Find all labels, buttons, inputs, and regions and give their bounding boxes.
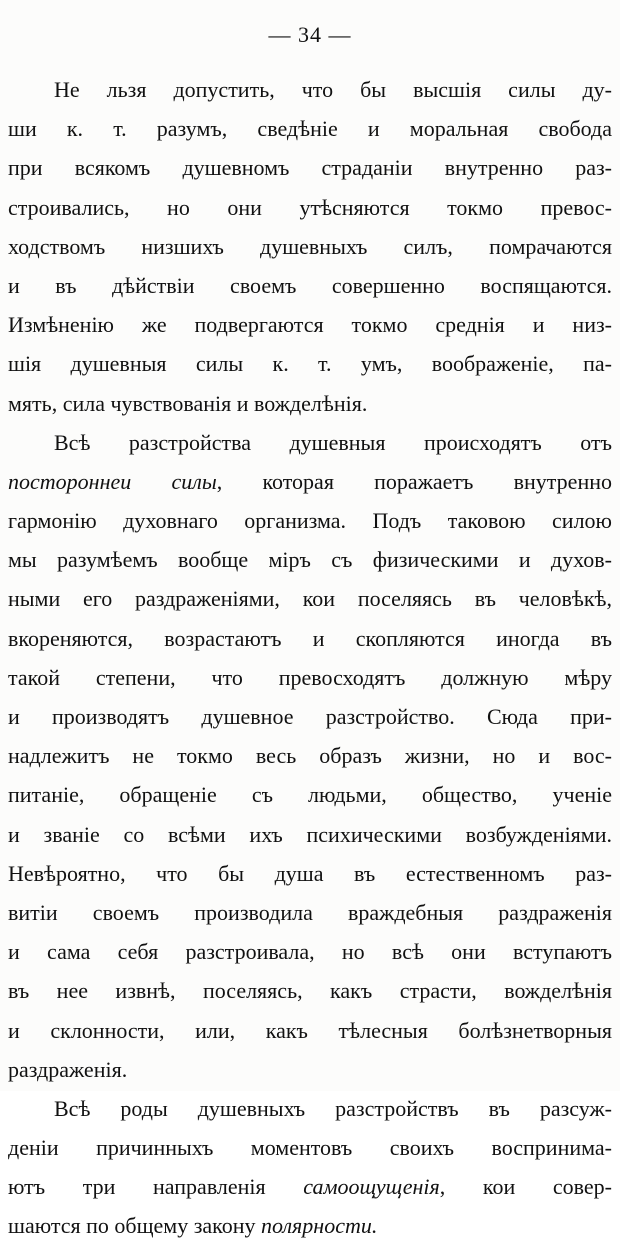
text-line: питаніе, обращеніе съ людьми, общество, ученіе — [8, 782, 612, 808]
text-run: , которая поражаетъ внутренно — [216, 468, 612, 494]
text-line: и въ дѣйствіи своемъ совершенно воспящаются. — [8, 272, 612, 298]
text-line-with-italic — [8, 1206, 612, 1245]
text-line: Измѣненію же подвергаются токмо среднія и низ- — [8, 312, 612, 338]
text-line: Невѣроятно, что бы душа въ естественномъ раз- — [8, 860, 612, 886]
text-line: и званіе со всѣми ихъ психическими возбужденіями. — [8, 821, 612, 847]
text-line: мы разумѣемъ вообще міръ съ физическими и духов- — [8, 547, 612, 573]
text-line: надлежитъ не токмо весь образъ жизни, но и вос- — [8, 743, 612, 769]
text-line: и производятъ душевное разстройство. Сюда при- — [8, 704, 612, 729]
text-line: ши к. т. разумъ, сведѣніе и моральная свобода — [8, 116, 612, 142]
text-run: шаются по общему закону — [8, 1213, 262, 1239]
text-line: ными его раздраженіями, кои поселяясь въ человѣкѣ, — [8, 586, 612, 612]
text-run: , кои совер- — [439, 1174, 612, 1200]
text-line: такой степени, что превосходятъ должную мѣру — [8, 664, 612, 690]
text-line: въ нее извнѣ, поселяясь, какъ страсти, вожделѣнія — [8, 978, 612, 1004]
italic-phrase: постороннеи силы — [8, 468, 217, 494]
text-line: и склонности, или, какъ тѣлесныя болѣзнетворныя — [8, 1017, 612, 1043]
text-line: вкореняются, возрастаютъ и скопляются иногда въ — [8, 625, 612, 651]
text-line: строивались, но они утѣсняются токмо превос- — [8, 194, 612, 220]
text-run: ютъ три направленія — [8, 1174, 304, 1200]
page-number: — 34 — — [268, 22, 352, 47]
text-line: гармонію духовнаго организма. Подъ таковою силою — [8, 508, 612, 534]
italic-phrase: самоощущенія — [303, 1174, 440, 1200]
paragraph-3 — [8, 1089, 612, 1246]
body-text — [8, 70, 612, 1246]
text-line: шія душевныя силы к. т. умъ, воображеніе, па- — [8, 351, 612, 377]
text-line: при всякомъ душевномъ страданіи внутренно раз- — [8, 155, 612, 181]
text-line-with-italic — [8, 1167, 612, 1206]
text-line: Всѣ роды душевныхъ разстройствъ въ разсуж- — [54, 1095, 612, 1121]
text-line: мять, сила чувствованія и вожделѣнія. — [8, 390, 368, 416]
text-line: Не льзя допустить, что бы высшія силы ду- — [54, 77, 612, 102]
text-line-with-italic — [8, 462, 612, 501]
paragraph-1 — [8, 70, 612, 423]
text-line: витіи своемъ производила враждебныя раздраженія — [8, 899, 612, 925]
text-line: Всѣ разстройства душевныя происходятъ отъ — [54, 429, 612, 455]
text-line: деніи причинныхъ моментовъ своихъ воспринима- — [8, 1135, 612, 1161]
text-line: и сама себя разстроивала, но всѣ они вступаютъ — [8, 939, 612, 965]
italic-phrase: полярности. — [261, 1213, 378, 1239]
text-line: ходствомъ низшихъ душевныхъ силъ, помрачаются — [8, 233, 612, 259]
text-line: раздраженія. — [8, 1056, 128, 1082]
paragraph-2 — [8, 423, 612, 1089]
